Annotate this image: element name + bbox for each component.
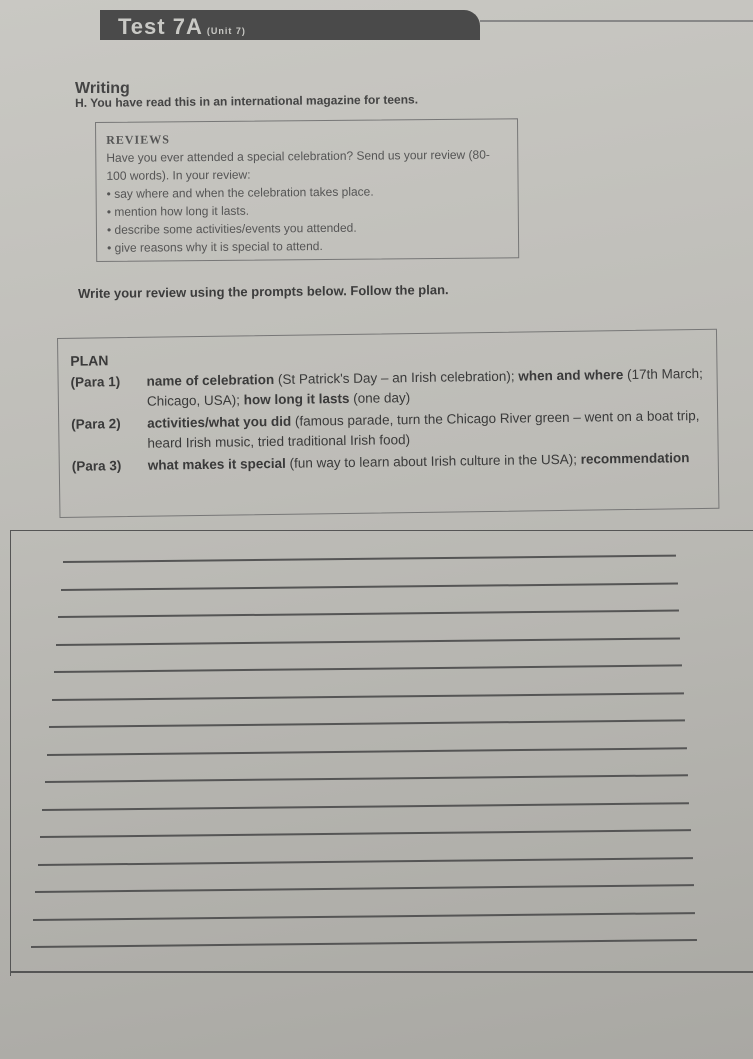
plan-para-text (147, 406, 706, 454)
plan-para-label: (Para 3) (71, 458, 122, 474)
plan-text-run: (17th March; Chicago, USA); (146, 365, 703, 409)
reviews-bullet: • mention how long it lasts. (107, 199, 508, 220)
writing-line[interactable] (51, 692, 683, 700)
writing-line[interactable] (40, 829, 691, 837)
writing-line[interactable] (63, 555, 676, 563)
test-title (118, 14, 246, 40)
writing-prompt: Write your review using the prompts below. Follow the plan. (78, 282, 449, 301)
plan-para-1 (70, 364, 704, 413)
header-rule (480, 20, 753, 22)
writing-line[interactable] (49, 719, 685, 727)
plan-text-run: (St Patrick's Day – an Irish celebration); (274, 368, 519, 387)
writing-line[interactable] (47, 747, 687, 755)
plan-para-text (146, 364, 705, 412)
reviews-title: REVIEWS (106, 132, 170, 147)
writing-line[interactable] (45, 774, 688, 782)
plan-text-run: (fun way to learn about Irish culture in the USA); (285, 451, 581, 471)
plan-text-run: what makes it special (147, 455, 286, 473)
section-heading: Writing (75, 80, 130, 97)
test-title-text: Test 7A (118, 14, 203, 39)
reviews-bullet: • describe some activities/events you attended. (107, 217, 508, 238)
unit-label: (Unit 7) (206, 26, 246, 36)
reviews-bullet: • say where and when the celebration takes place. (107, 181, 508, 202)
plan-para-label: (Para 1) (70, 374, 121, 390)
reviews-advert-box (95, 118, 519, 262)
plan-text-run: (one day) (349, 390, 411, 406)
writing-area-bottom-border (11, 971, 753, 973)
writing-line[interactable] (56, 637, 680, 645)
plan-title: PLAN (70, 352, 109, 369)
reviews-intro: Have you ever attended a special celebration? Send us your review (80-100 words). In your review: (106, 147, 490, 183)
plan-text-run: activities/what you did (147, 413, 292, 431)
plan-para-label: (Para 2) (71, 416, 121, 432)
plan-text-run: (famous parade, turn the Chicago River green – went on a boat trip, heard Irish music, tried traditional Irish food) (147, 408, 700, 451)
writing-line[interactable] (54, 664, 682, 672)
writing-line[interactable] (42, 802, 689, 810)
plan-para-2 (71, 406, 705, 455)
plan-text-run: recommendation (580, 450, 690, 467)
plan-text-run: name of celebration (146, 371, 275, 389)
writing-line[interactable] (38, 857, 693, 865)
writing-area[interactable] (10, 530, 753, 976)
writing-line[interactable] (31, 939, 697, 947)
plan-paragraphs (70, 364, 705, 477)
plan-text-run: how long it lasts (243, 390, 350, 408)
writing-line[interactable] (33, 912, 695, 920)
writing-line[interactable] (35, 884, 694, 892)
task-instruction: H. You have read this in an international magazine for teens. (75, 92, 419, 110)
plan-box (57, 329, 719, 518)
reviews-bullet: • give reasons why it is special to attend. (107, 235, 508, 256)
writing-line[interactable] (61, 582, 678, 590)
plan-text-run: when and where (518, 367, 624, 384)
writing-line[interactable] (58, 610, 679, 618)
